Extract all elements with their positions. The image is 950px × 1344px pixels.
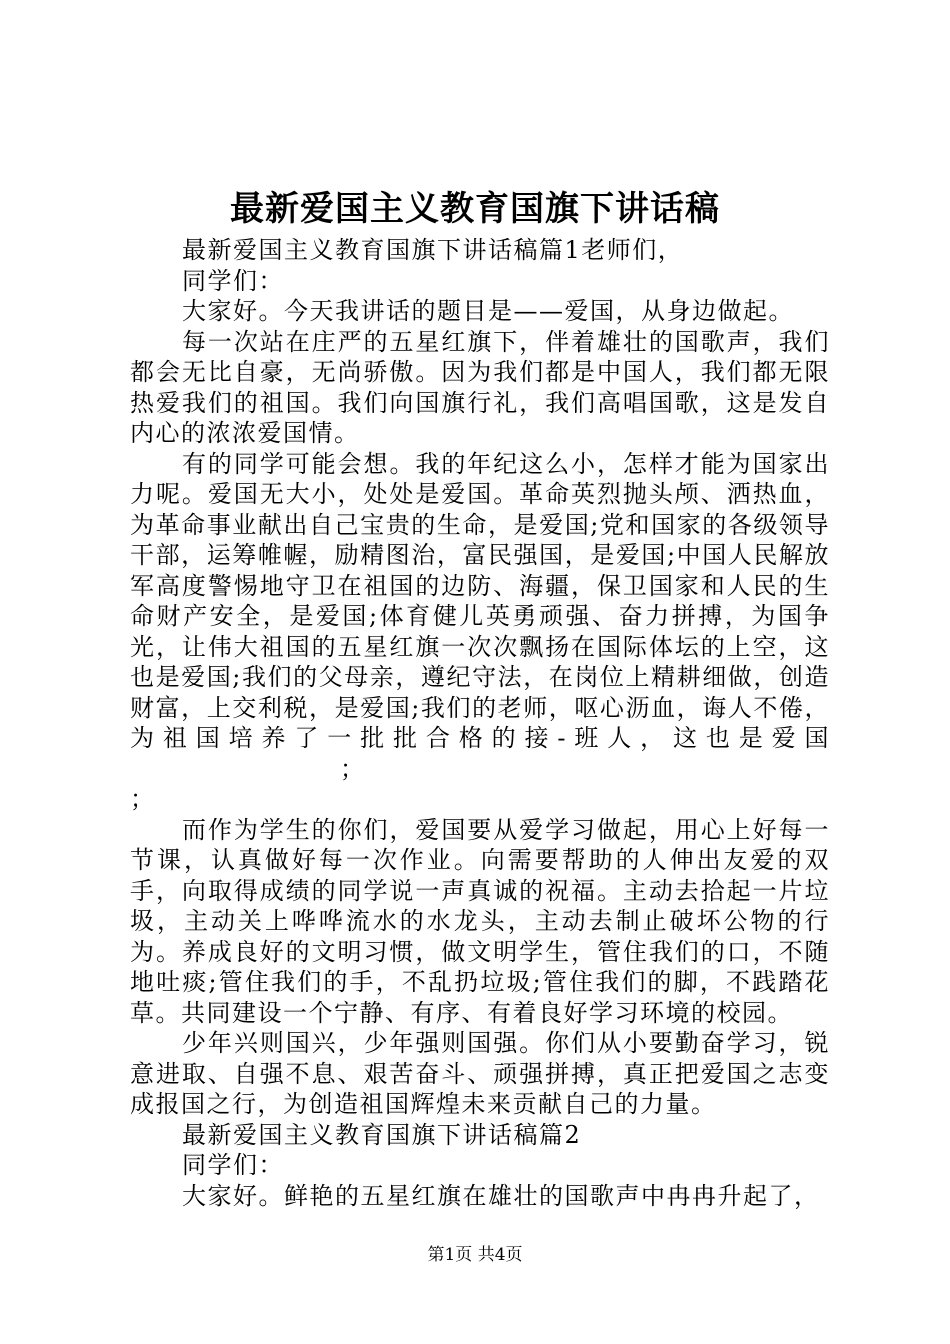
- paragraph-patriotism: [130, 449, 830, 785]
- paragraph-greeting: 大家好。今天我讲话的题目是——爱国，从身边做起。: [182, 297, 794, 325]
- page-footer: 第1页 共4页: [427, 1245, 523, 1265]
- paragraph-greeting-2: 大家好。鲜艳的五星红旗在雄壮的国歌声中冉冉升起了，: [182, 1181, 820, 1210]
- paragraph-patriotism-text: 有的同学可能会想。我的年纪这么小，怎样才能为国家出力呢。爱国无大小，处处是爱国。革命英烈抛头颅、洒热血，为革命事业献出自己宝贵的生命，是爱国;党和国家的各级领导干部，运筹帷幄，励精图治，富民强国，是爱国;中国人民解放军高度警惕地守卫在祖国的边防、海疆，保卫国家和人民的生命财产安全，是爱国;体育健儿英勇顽强、奋力拼搏，为国争光，让伟大祖国的五星红旗一次次飘扬在国际体坛的上空，这也是爱国;我们的父母亲，遵纪守法，在岗位上精耕细做，创造财富，上交利税，是爱国;我们的老师，呕心沥血，诲人不倦，为祖国培养了一批批合格的接-班人，这也是爱国: [130, 449, 830, 752]
- paragraph-flag: 每一次站在庄严的五星红旗下，伴着雄壮的国歌声，我们都会无比自豪，无尚骄傲。因为我们都是中国人，我们都无限热爱我们的祖国。我们向国旗行礼，我们高唱国歌，这是发自内心的浓浓爱国情。: [130, 327, 830, 447]
- paragraph-salutation-2: 同学们：: [182, 1151, 284, 1179]
- paragraph-intro: 最新爱国主义教育国旗下讲话稿篇1老师们，: [182, 236, 684, 264]
- document-title: 最新爱国主义教育国旗下讲话稿: [230, 189, 720, 229]
- paragraph-salutation: 同学们：: [182, 266, 284, 295]
- paragraph-youth: 少年兴则国兴，少年强则国强。你们从小要勤奋学习，锐意进取、自强不息、艰苦奋斗、顽强拼搏，真正把爱国之志变成报国之行，为创造祖国辉煌未来贡献自己的力量。: [130, 1029, 830, 1118]
- semicolon-line: ；: [130, 785, 156, 813]
- paragraph-part2-heading: 最新爱国主义教育国旗下讲话稿篇2: [182, 1120, 582, 1149]
- semicolon-mark: ；: [340, 754, 366, 783]
- document-body: [130, 235, 830, 1211]
- paragraph-students: 而作为学生的你们，爱国要从爱学习做起，用心上好每一节课，认真做好每一次作业。向需要帮助的人伸出友爱的双手，向取得成绩的同学说一声真诚的祝福。主动去拾起一片垃圾，主动关上哗哗流水的水龙头，主动去制止破坏公物的行为。养成良好的文明习惯，做文明学生，管住我们的口，不随地吐痰;管住我们的手，不乱扔垃圾;管住我们的脚，不践踏花草。共同建设一个宁静、有序、有着良好学习环境的校园。: [130, 815, 830, 1027]
